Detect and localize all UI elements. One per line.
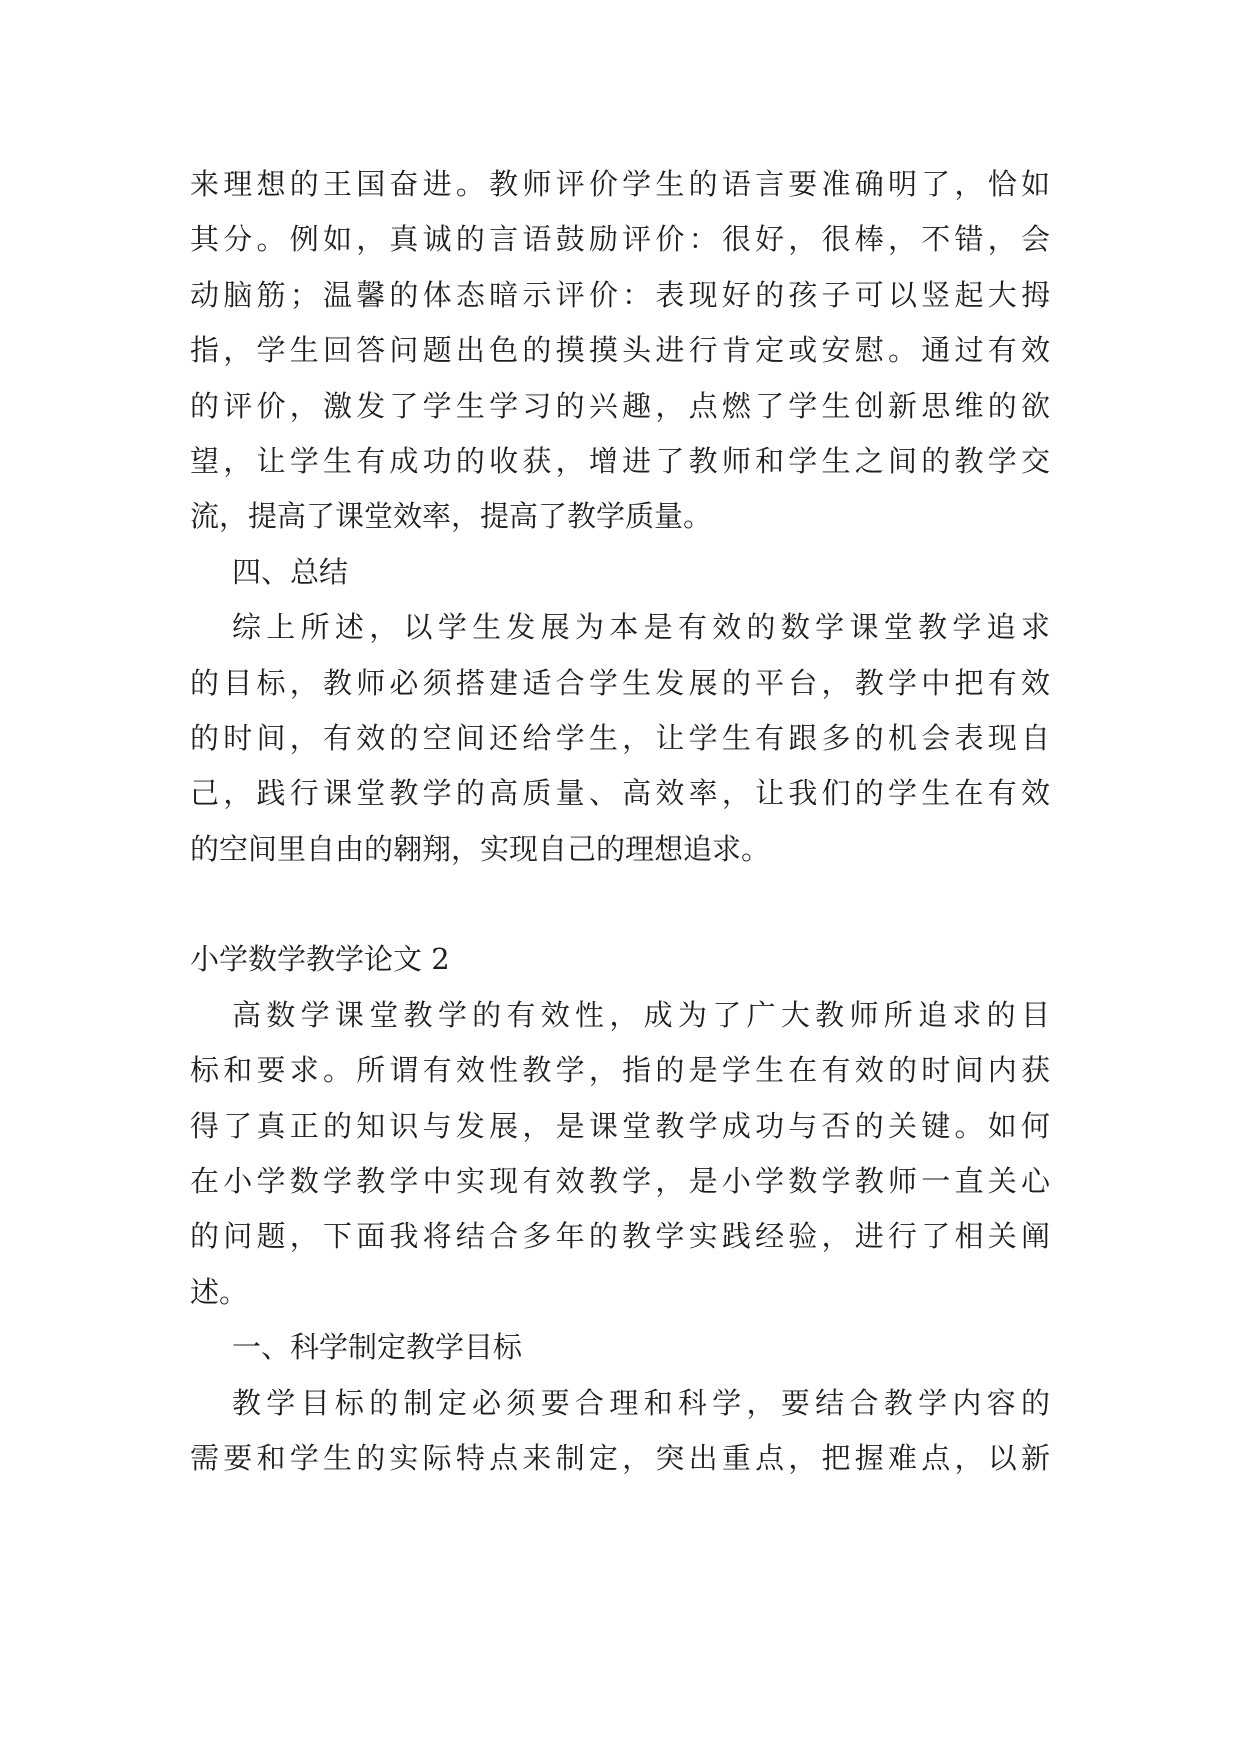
text-line: 需要和学生的实际特点来制定，突出重点，把握难点，以新 <box>190 1440 1050 1475</box>
text-line: 的时间，有效的空间还给学生，让学生有跟多的机会表现自 <box>190 720 1050 755</box>
text-line: 望，让学生有成功的收获，增进了教师和学生之间的教学交 <box>190 443 1050 478</box>
text-line: 指，学生回答问题出色的摸摸头进行肯定或安慰。通过有效 <box>190 333 1050 368</box>
text-line: 述。 <box>190 1274 249 1309</box>
blank-line <box>190 877 1050 932</box>
text-line: 的评价，激发了学生学习的兴趣，点燃了学生创新思维的欲 <box>190 388 1050 423</box>
text-line: 流，提高了课堂效率，提高了教学质量。 <box>190 499 713 534</box>
text-line: 来理想的王国奋进。教师评价学生的语言要准确明了，恰如 <box>190 167 1050 201</box>
text-line: 的空间里自由的翱翔，实现自己的理想追求。 <box>190 831 771 866</box>
summary-paragraph <box>190 600 1050 877</box>
text-line: 其分。例如，真诚的言语鼓励评价：很好，很棒，不错，会 <box>190 222 1050 257</box>
text-line: 己，践行课堂教学的高质量、高效率，让我们的学生在有效 <box>190 776 1050 811</box>
text-line: 的目标，教师必须搭建适合学生发展的平台，教学中把有效 <box>190 665 1050 700</box>
section-heading: 一、科学制定教学目标 <box>232 1330 523 1365</box>
text-line: 高数学课堂教学的有效性，成为了广大教师所追求的目 <box>232 997 1050 1032</box>
intro-paragraph <box>190 988 1050 1320</box>
text-line: 综上所述，以学生发展为本是有效的数学课堂教学追求 <box>232 610 1050 645</box>
text-line: 标和要求。所谓有效性教学，指的是学生在有效的时间内获 <box>190 1053 1050 1088</box>
section-one-paragraph <box>190 1376 1050 1487</box>
article-title: 小学数学教学论文 2 <box>190 942 450 977</box>
section-heading: 四、总结 <box>232 554 349 589</box>
text-line: 的问题，下面我将结合多年的教学实践经验，进行了相关阐 <box>190 1219 1050 1254</box>
text-line: 教学目标的制定必须要合理和科学，要结合教学内容的 <box>232 1385 1050 1420</box>
text-line: 动脑筋；温馨的体态暗示评价：表现好的孩子可以竖起大拇 <box>190 277 1050 312</box>
continued-paragraph <box>190 157 1050 545</box>
document-body <box>190 157 1050 1486</box>
text-line: 得了真正的知识与发展，是课堂教学成功与否的关键。如何 <box>190 1108 1050 1143</box>
text-line: 在小学数学教学中实现有效教学，是小学数学教师一直关心 <box>190 1164 1050 1199</box>
